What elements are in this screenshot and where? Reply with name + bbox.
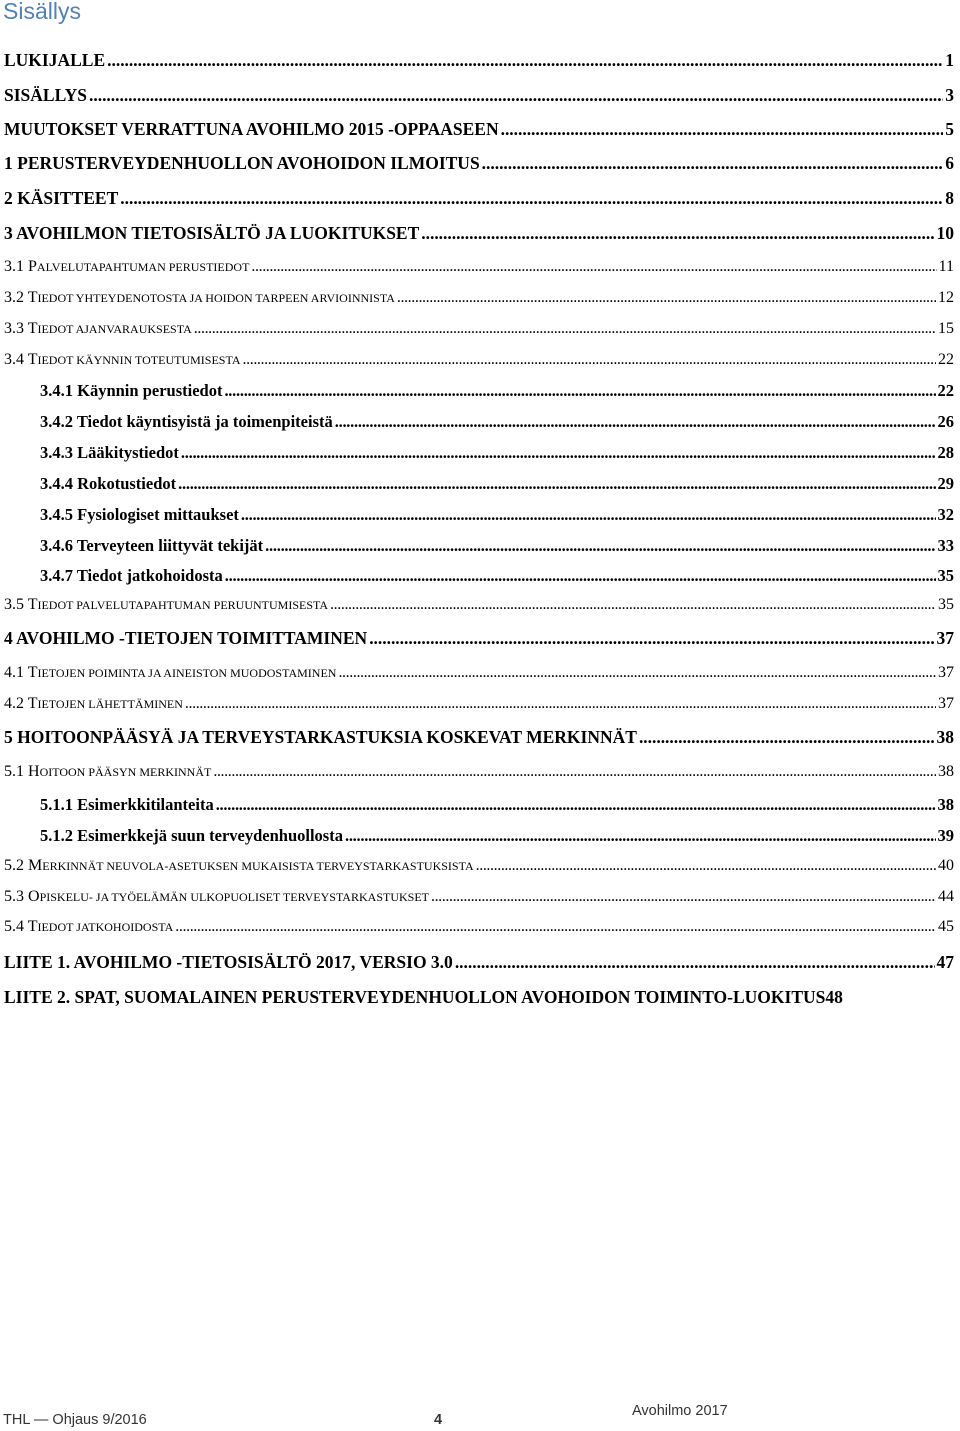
toc-dot-leader (251, 258, 936, 276)
toc-entry-title (4, 727, 637, 748)
toc-dot-leader (243, 351, 936, 369)
toc-dot-leader (369, 628, 934, 649)
toc-dot-leader (335, 412, 936, 432)
toc-entry-label: 3.4.2 Tiedot käyntisyistä ja toimenpiteistä (40, 412, 333, 431)
toc-entry-label: 5.1 H (4, 763, 40, 780)
toc-entry-label: LIITE 1. AVOHILMO -TIETOSISÄLTÖ 2017, VERSIO 3.0 (4, 952, 453, 972)
toc-entry[interactable] (4, 695, 954, 713)
toc-entry-label: 5.2 M (4, 857, 43, 874)
toc-entry-title (4, 85, 87, 106)
toc-entry[interactable] (4, 153, 954, 174)
toc-page-number: 48 (825, 987, 843, 1007)
toc-entry-title (40, 505, 239, 525)
toc-dot-leader (345, 826, 936, 846)
toc-entry-title (4, 664, 336, 682)
toc-dot-leader (397, 289, 936, 307)
toc-entry-label-smallcaps: ALVELUTAPAHTUMAN PERUSTIEDOT (36, 260, 250, 274)
toc-entry-title (40, 826, 343, 846)
toc-page-number: 15 (938, 320, 954, 337)
toc-entry-title (4, 857, 474, 875)
toc-entry-label: 3.4.1 Käynnin perustiedot (40, 381, 223, 400)
toc-page-number: 35 (937, 566, 954, 585)
toc-entry-label: 3.4.5 Fysiologiset mittaukset (40, 505, 239, 524)
toc-entry-label: 3.3 T (4, 320, 38, 337)
toc-entry-title (4, 987, 825, 1008)
toc-entry[interactable] (4, 50, 954, 71)
toc-entry-label-smallcaps: IETOJEN POIMINTA JA AINEISTON MUODOSTAMINEN (37, 666, 337, 680)
toc-entry[interactable] (4, 351, 954, 369)
toc-entry[interactable] (4, 223, 954, 244)
toc-entry-title (4, 763, 211, 781)
toc-entry[interactable] (4, 987, 954, 1008)
toc-entry[interactable] (40, 505, 954, 525)
toc-page-number: 26 (937, 412, 954, 431)
toc-page-number: 38 (937, 795, 954, 814)
toc-page-number: 5 (945, 119, 954, 139)
toc-page-number: 37 (936, 628, 954, 648)
toc-entry-title (4, 628, 367, 649)
toc-entry-label: LUKIJALLE (4, 50, 106, 70)
toc-page-number: 22 (938, 351, 954, 368)
toc-entry-label-smallcaps: ERKINNÄT NEUVOLA-ASETUKSEN MUKAISISTA TERVEYSTARKASTUKSISTA (42, 859, 474, 873)
toc-entry[interactable] (40, 474, 954, 494)
toc-entry-title (40, 474, 176, 494)
toc-entry-label: MUUTOKSET VERRATTUNA AVOHILMO 2015 -OPPAASEEN (4, 119, 499, 139)
toc-dot-leader (241, 505, 936, 525)
toc-entry-label: 4 AVOHILMO -TIETOJEN TOIMITTAMINEN (4, 628, 368, 648)
toc-entry[interactable] (4, 119, 954, 140)
footer-page-number: 4 (434, 1412, 443, 1428)
toc-page-number: 29 (937, 474, 954, 493)
toc-entry-label: 5 HOITOONPÄÄSYÄ JA TERVEYSTARKASTUKSIA KOSKEVAT MERKINNÄT (4, 727, 637, 747)
toc-entry[interactable] (4, 763, 954, 781)
toc-entry-label: 3 AVOHILMON TIETOSISÄLTÖ JA LUOKITUKSET (4, 223, 420, 243)
toc-entry-label: 3.1 P (4, 258, 37, 275)
toc-page-number: 33 (937, 536, 954, 555)
toc-entry-title (4, 888, 429, 906)
page-heading: Sisällys (3, 0, 81, 24)
toc-entry-title (40, 443, 179, 463)
toc-dot-leader (89, 85, 943, 106)
toc-entry-title (4, 119, 499, 140)
toc-entry-label: 5.1.1 Esimerkkitilanteita (40, 795, 214, 814)
toc-page-number: 6 (945, 153, 954, 173)
toc-entry-label: 2 KÄSITTEET (4, 188, 119, 208)
toc-entry-title (4, 351, 241, 369)
toc-dot-leader (224, 381, 935, 401)
toc-entry-title (4, 188, 118, 209)
toc-page-number: 8 (945, 188, 954, 208)
toc-dot-leader (213, 763, 936, 781)
toc-dot-leader (175, 918, 936, 936)
toc-page-number: 37 (938, 664, 954, 681)
toc-entry[interactable] (4, 727, 954, 748)
toc-entry[interactable] (40, 795, 954, 815)
toc-dot-leader (181, 443, 936, 463)
toc-entry-label: 3.4.3 Lääkitystiedot (40, 443, 179, 462)
toc-entry[interactable] (40, 412, 954, 432)
toc-dot-leader (225, 566, 936, 586)
toc-entry[interactable] (4, 952, 954, 973)
toc-entry-label-smallcaps: IEDOT AJANVARAUKSESTA (37, 322, 192, 336)
toc-page-number: 28 (937, 443, 954, 462)
toc-entry[interactable] (4, 888, 954, 906)
toc-entry-label-smallcaps: IETOJEN LÄHETTÄMINEN (37, 697, 183, 711)
footer-document-name: Avohilmo 2017 (632, 1403, 728, 1419)
toc-dot-leader (178, 474, 935, 494)
toc-entry-label: 5.3 O (4, 888, 40, 905)
toc-dot-leader (120, 188, 943, 209)
toc-entry[interactable] (4, 628, 954, 649)
toc-entry-label: 3.4 T (4, 351, 38, 368)
toc-entry-label-smallcaps: IEDOT YHTEYDENOTOSTA JA HOIDON TARPEEN ARVIOINNISTA (37, 291, 395, 305)
toc-entry[interactable] (4, 289, 954, 307)
toc-dot-leader (185, 695, 936, 713)
toc-page-number: 3 (945, 85, 954, 105)
toc-entry[interactable] (4, 85, 954, 106)
toc-entry-title (4, 596, 328, 614)
toc-dot-leader (216, 795, 936, 815)
toc-page-number: 44 (938, 888, 954, 905)
toc-entry-label-smallcaps: IEDOT KÄYNNIN TOTEUTUMISESTA (37, 353, 241, 367)
toc-page-number: 1 (945, 50, 954, 70)
toc-entry-label-smallcaps: IEDOT PALVELUTAPAHTUMAN PERUUNTUMISESTA (37, 598, 329, 612)
toc-page-number: 40 (938, 857, 954, 874)
toc-page-number: 45 (938, 918, 954, 935)
toc-dot-leader (482, 153, 944, 174)
toc-page-number: 11 (938, 258, 954, 275)
toc-entry[interactable] (4, 596, 954, 614)
toc-dot-leader (265, 536, 935, 556)
toc-entry-title (40, 412, 333, 432)
toc-entry-label-smallcaps: PISKELU- JA TYÖELÄMÄN ULKOPUOLISET TERVEYSTARKASTUKSET (39, 890, 429, 904)
toc-page-number: 39 (937, 826, 954, 845)
toc-entry-title (40, 536, 263, 556)
toc-entry-label: 5.4 T (4, 918, 38, 935)
toc-entry-label: 3.5 T (4, 596, 38, 613)
toc-entry[interactable] (40, 566, 954, 586)
toc-dot-leader (107, 50, 943, 71)
toc-entry-label: SISÄLLYS (4, 85, 88, 105)
toc-entry[interactable] (4, 857, 954, 875)
toc-dot-leader (501, 119, 944, 140)
toc-entry-title (4, 258, 249, 276)
toc-entry[interactable] (40, 443, 954, 463)
toc-entry-title (40, 795, 214, 815)
toc-entry-title (4, 50, 105, 71)
toc-entry-label-smallcaps: IEDOT JATKOHOIDOSTA (37, 920, 174, 934)
toc-dot-leader (194, 320, 936, 338)
toc-entry-label: 3.2 T (4, 289, 38, 306)
toc-entry[interactable] (4, 918, 954, 936)
toc-entry-label: 3.4.4 Rokotustiedot (40, 474, 177, 493)
toc-entry-title (4, 223, 419, 244)
toc-page-number: 12 (938, 289, 954, 306)
toc-entry[interactable] (4, 320, 954, 338)
toc-entry-title (4, 289, 395, 307)
toc-dot-leader (330, 596, 936, 614)
toc-dot-leader (421, 223, 934, 244)
toc-entry-label: 3.4.6 Terveyteen liittyvät tekijät (40, 536, 264, 555)
toc-entry-label: 4.2 T (4, 695, 38, 712)
toc-entry-title (4, 918, 173, 936)
toc-entry[interactable] (4, 258, 954, 276)
toc-page-number: 32 (937, 505, 954, 524)
toc-entry-title (4, 320, 192, 338)
toc-page-number: 38 (938, 763, 954, 780)
toc-entry-title (4, 695, 183, 713)
toc-entry-label: 5.1.2 Esimerkkejä suun terveydenhuollosta (40, 826, 343, 845)
toc-dot-leader (639, 727, 935, 748)
toc-dot-leader (338, 664, 936, 682)
toc-entry[interactable] (40, 381, 954, 401)
toc-page-number: 10 (936, 223, 954, 243)
toc-entry-title (40, 566, 223, 586)
toc-entry-label: 4.1 T (4, 664, 38, 681)
toc-dot-leader (455, 952, 935, 973)
toc-entry[interactable] (40, 536, 954, 556)
toc-page-number: 22 (937, 381, 954, 400)
toc-entry-title (4, 153, 480, 174)
toc-dot-leader (476, 857, 936, 875)
toc-entry[interactable] (4, 188, 954, 209)
toc-dot-leader (431, 888, 936, 906)
toc-page-number: 35 (938, 596, 954, 613)
toc-entry-label-smallcaps: OITOON PÄÄSYN MERKINNÄT (39, 765, 212, 779)
toc-entry[interactable] (4, 664, 954, 682)
toc-page-number: 38 (936, 727, 954, 747)
toc-entry-label: 3.4.7 Tiedot jatkohoidosta (40, 566, 223, 585)
toc-entry[interactable] (40, 826, 954, 846)
toc-page-number: 37 (938, 695, 954, 712)
toc-entry-label: 1 PERUSTERVEYDENHUOLLON AVOHOIDON ILMOITUS (4, 153, 480, 173)
toc-page-number: 47 (936, 952, 954, 972)
footer-publisher: THL — Ohjaus 9/2016 (3, 1412, 147, 1428)
toc-entry-label: LIITE 2. SPAT, SUOMALAINEN PERUSTERVEYDENHUOLLON AVOHOIDON TOIMINTO-LUOKITUS (4, 987, 826, 1007)
toc-entry-title (40, 381, 222, 401)
toc-entry-title (4, 952, 453, 973)
